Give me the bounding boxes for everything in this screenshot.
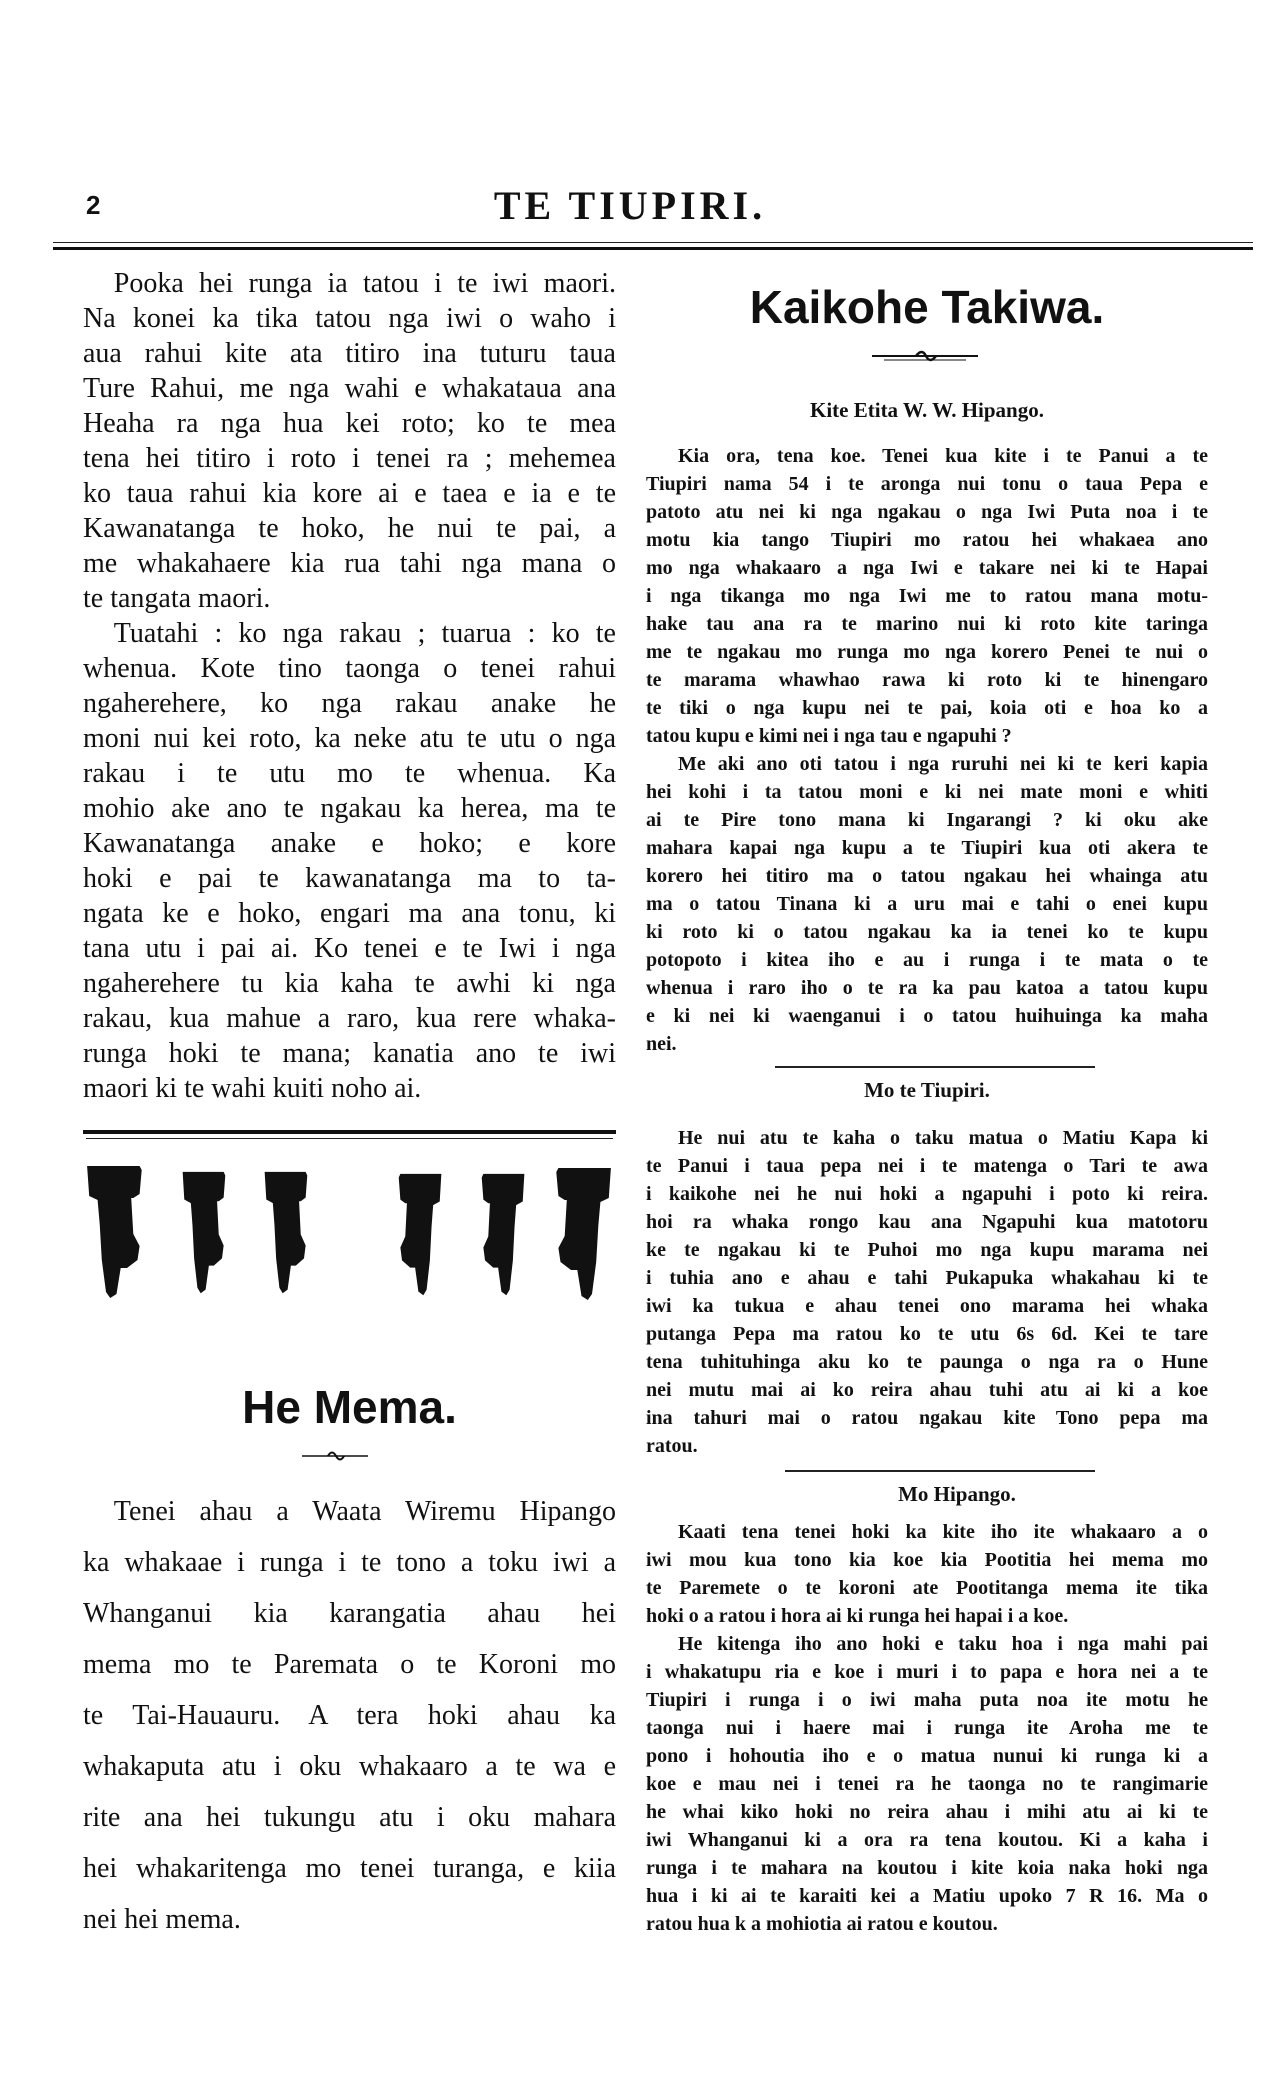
text-line: hoki o a ratou i hora ai ki runga hei hapai i a koe. — [646, 1605, 1069, 1627]
he-mema-notice — [83, 1486, 616, 1945]
pointing-hand-icon — [265, 1172, 308, 1293]
text-line: i whakatupu ria e koe i muri i to papa e hora nei a te — [646, 1661, 1208, 1683]
text-line: runga hoki te mana; kanatia ano te iwi — [83, 1038, 616, 1069]
text-line: ngaherehere tu kia kaha te awhi ki nga — [83, 968, 616, 999]
masthead-title: TE TIUPIRI. — [493, 183, 767, 228]
text-line: aua rahui kite ata titiro ina tuturu taua — [83, 338, 616, 369]
text-line: e ki nei ki waenganui i o tatou huihuinga ka maha — [646, 1005, 1208, 1027]
kaikohe-headline: Kaikohe Takiwa. — [749, 281, 1105, 333]
text-line: te tangata maori. — [83, 583, 271, 614]
text-line: runga i te mahara na koutou i kite koia naka hoki nga — [646, 1857, 1208, 1879]
text-line: ka whakaae i runga i te tono a toku iwi a — [83, 1547, 616, 1578]
text-line: Na konei ka tika tatou nga iwi o waho i — [83, 303, 616, 334]
text-line: i nga tikanga mo nga Iwi me to ratou mana motu- — [646, 585, 1208, 607]
text-line: Kaati tena tenei hoki ka kite iho ite whakaaro a o — [678, 1521, 1208, 1543]
masthead-rule-bottom — [53, 247, 1253, 250]
text-line: ina tahuri mai o ratou ngakau kite Tono pepa ma — [646, 1407, 1208, 1429]
text-line: rakau i te utu mo te whenua. Ka — [83, 758, 616, 789]
section-rule — [785, 1470, 1095, 1472]
text-line: taonga nui i haere mai i runga ite Aroha me te — [646, 1717, 1208, 1739]
section-rule-thin — [86, 1138, 613, 1139]
text-line: maori ki te wahi kuiti noho ai. — [83, 1073, 422, 1104]
section-rule — [775, 1066, 1095, 1068]
text-line: putanga Pepa ma ratou ko te utu 6s 6d. Kei te tare — [646, 1323, 1208, 1345]
text-line: iwi Whanganui ki a ora ra tena koutou. Ki a kaha i — [646, 1829, 1208, 1851]
pointing-hand-icon — [87, 1166, 142, 1298]
text-line: ngaherehere, ko nga rakau anake he — [83, 688, 616, 719]
text-line: hoi ra whaka rongo kau ana Ngapuhi kua matotoru — [646, 1211, 1208, 1233]
letter1-body — [646, 442, 1208, 1058]
letter2-body — [646, 1124, 1208, 1460]
text-line: whenua. Kote tino taonga o tenei rahui — [83, 653, 616, 684]
text-line: ratou hua k a mohiotia ai ratou e koutou. — [646, 1913, 998, 1935]
text-line: tana utu i pai ai. Ko tenei e te Iwi i nga — [83, 933, 616, 964]
text-line: hei whakaritenga mo tenei turanga, e kiia — [83, 1853, 616, 1884]
letter3-heading: Mo Hipango. — [898, 1482, 1016, 1506]
text-line: mahara kapai nga kupu a te Tiupiri kua oti akera te — [646, 837, 1208, 859]
he-mema-title: He Mema. — [242, 1381, 457, 1433]
text-line: te Panui i taua pepa nei i te matenga o Tari te awa — [646, 1155, 1208, 1177]
masthead-rule-top — [53, 242, 1253, 243]
text-line: He nui atu te kaha o taku matua o Matiu Kapa ki — [678, 1127, 1208, 1149]
text-line: He kitenga iho ano hoki e taku hoa i nga mahi pai — [678, 1633, 1208, 1655]
text-line: Me aki ano oti tatou i nga ruruhi nei ki te keri kapia — [678, 753, 1208, 775]
text-line: moni nui kei roto, ka neke atu te utu o nga — [83, 723, 616, 754]
text-line: tena hei titiro i roto i tenei ra ; mehemea — [83, 443, 616, 474]
text-line: Tenei ahau a Waata Wiremu Hipango — [113, 1496, 616, 1527]
text-line: Tuatahi : ko nga rakau ; tuarua : ko te — [113, 618, 616, 649]
left-article — [83, 266, 616, 1106]
text-line: he whai kiko hoki no reira ahau i mihi atu ai ki te — [646, 1801, 1208, 1823]
pointing-hand-icon — [482, 1174, 525, 1295]
text-line: nei. — [646, 1033, 677, 1055]
scroll-ornament-icon — [300, 1447, 370, 1463]
text-line: potopoto i kitea iho e au i runga i te mata o te — [646, 949, 1208, 971]
text-line: iwi ka tukua e ahau tenei ono marama hei whaka — [646, 1295, 1208, 1317]
text-line: whakaputa atu i oku whakaaro a te wa e — [83, 1751, 616, 1782]
masthead — [0, 182, 1280, 229]
text-line: ki roto ki o tatou ngakau ka ia tenei ko te kupu — [646, 921, 1208, 943]
text-line: i tuhia ano e ahau e tahi Pukapuka whakahau ki te — [646, 1267, 1208, 1289]
text-line: te Paremete o te koroni ate Pootitanga mema ite tika — [646, 1577, 1208, 1599]
text-line: tatou kupu e kimi nei i nga tau e ngapuhi ? — [646, 725, 1012, 747]
letter2-heading: Mo te Tiupiri. — [864, 1078, 990, 1102]
text-line: patoto atu nei ki nga ngakau o nga Iwi Puta noa i te — [646, 501, 1208, 523]
pointing-hand-icon — [183, 1172, 226, 1293]
text-line: Heaha ra nga hua kei roto; ko te mea — [83, 408, 616, 439]
pointing-hand-icon — [399, 1174, 442, 1295]
text-line: rakau, kua mahue a raro, kua rere whaka- — [83, 1003, 616, 1034]
text-line: iwi mou kua tono kia koe kia Pootitia hei mema mo — [646, 1549, 1208, 1571]
pointing-hands — [83, 1160, 616, 1300]
text-line: Kawanatanga te hoko, he nui te pai, a — [83, 513, 616, 544]
text-line: rite ana hei tukungu atu i oku mahara — [83, 1802, 616, 1833]
text-line: Whanganui kia karangatia ahau hei — [83, 1598, 616, 1629]
text-line: hei kohi i ta tatou moni e ki nei mate moni e whiti — [646, 781, 1208, 803]
text-line: te marama whawhao rawa ki roto ki te hinengaro — [646, 669, 1208, 691]
text-line: Kawanatanga anake e hoko; e kore — [83, 828, 616, 859]
pointing-hand-icon — [556, 1168, 611, 1300]
text-line: pono i hohoutia iho e o matua nunui ki runga ki a — [646, 1745, 1208, 1767]
text-line: mohio ake ano te ngakau ka herea, ma te — [83, 793, 616, 824]
text-line: hua i ki ai te karaiti kei a Matiu upoko 7 R 16. Ma o — [646, 1885, 1208, 1907]
text-line: me te ngakau mo runga mo nga korero Penei te nui o — [646, 641, 1208, 663]
text-line: hoki e pai te kawanatanga ma to ta- — [83, 863, 616, 894]
text-line: Tiupiri i runga i o iwi maha puta noa ite motu he — [646, 1689, 1208, 1711]
text-line: mo nga whakaaro a nga Iwi e takare nei ki te Hapai — [646, 557, 1208, 579]
text-line: Kia ora, tena koe. Tenei kua kite i te Panui a te — [678, 445, 1208, 467]
text-line: i kaikohe nei he nui hoki a ngapuhi i poto ki reira. — [646, 1183, 1208, 1205]
text-line: nei hei mema. — [83, 1904, 241, 1935]
text-line: ai te Pire tono mana ki Ingarangi ? ki oku ake — [646, 809, 1208, 831]
page-number: 2 — [86, 190, 101, 220]
text-line: Tiupiri nama 54 i te aronga nui tonu o taua Pepa e — [646, 473, 1208, 495]
text-line: ratou. — [646, 1435, 698, 1457]
text-line: tena tuhituhinga aku ko te paunga o nga ra o Hune — [646, 1351, 1208, 1373]
text-line: ngata ke e hoko, engari ma ana tonu, ki — [83, 898, 616, 929]
text-line: whenua i raro iho o te ra ka pau katoa a tatou kupu — [646, 977, 1208, 999]
text-line: ma o tatou Tinana ki a uru mai e tahi o enei kupu — [646, 893, 1208, 915]
text-line: ko taua rahui kia kore ai e taea e ia e te — [83, 478, 616, 509]
section-rule — [83, 1130, 616, 1134]
text-line: ke te ngakau ki te Puhoi mo nga kupu marama nei — [646, 1239, 1208, 1261]
text-line: mema mo te Paremata o te Koroni mo — [83, 1649, 616, 1680]
text-line: korero hei titiro ma o tatou ngakau hei whainga atu — [646, 865, 1208, 887]
letter3-body — [646, 1518, 1208, 1938]
text-line: te tiki o nga kupu nei te pai, koia oti e hoa ko a — [646, 697, 1208, 719]
scroll-ornament-icon — [870, 348, 980, 366]
letter1-heading: Kite Etita W. W. Hipango. — [810, 398, 1044, 422]
text-line: te Tai-Hauauru. A tera hoki ahau ka — [83, 1700, 616, 1731]
text-line: koe e mau nei i tenei ra he taonga no te rangimarie — [646, 1773, 1208, 1795]
text-line: me whakahaere kia rua tahi nga mana o — [83, 548, 616, 579]
text-line: Ture Rahui, me nga wahi e whakataua ana — [83, 373, 616, 404]
text-line: Pooka hei runga ia tatou i te iwi maori. — [113, 268, 616, 299]
text-line: nei mutu mai ai ko reira ahau tuhi atu ai ki a koe — [646, 1379, 1208, 1401]
text-line: hake tau ana ra te marino nui ki roto kite taringa — [646, 613, 1208, 635]
text-line: motu kia tango Tiupiri mo ratou hei whakaea ano — [646, 529, 1208, 551]
